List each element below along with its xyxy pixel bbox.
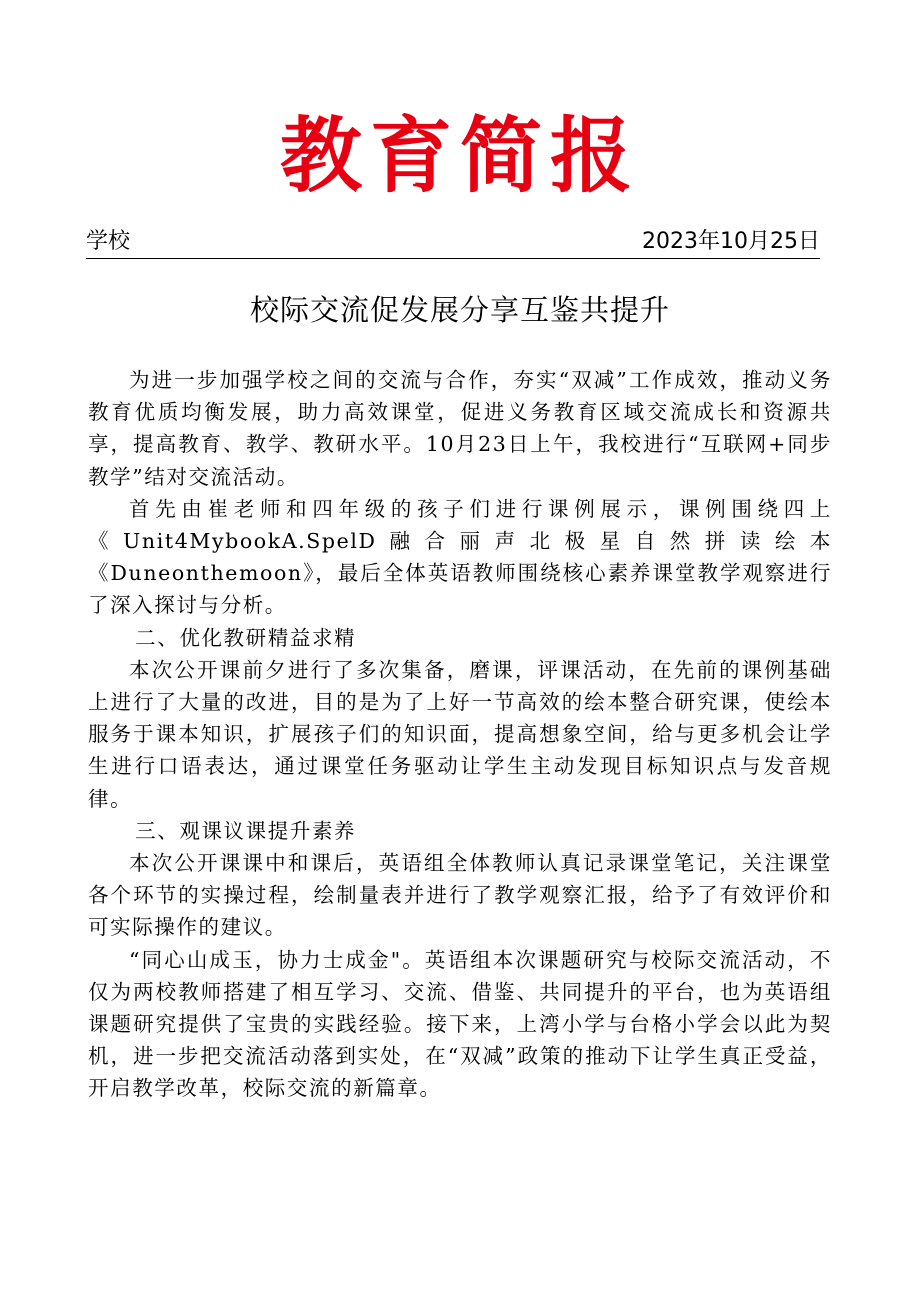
school-label: 学校 <box>86 229 131 254</box>
school-date-line <box>86 226 820 259</box>
paragraph-preparation: 本次公开课前夕进行了多次集备，磨课，评课活动，在先前的课例基础上进行了大量的改进，目的是为了上好一节高效的绘本整合研究课，使绘本服务于课本知识，扩展孩子们的知识面，提高想象空间，给与更多机会让学生进行口语表达，通过课堂任务驱动让学生主动发现目标知识点与发音规律。 <box>88 657 832 811</box>
section-heading-2: 二、优化教研精益求精 <box>135 625 357 650</box>
paragraph-intro: 为进一步加强学校之间的交流与合作，夯实“双减”工作成效，推动义务教育优质均衡发展，助力高效课堂，促进义务教育区域交流成长和资源共享，提高教育、教学、教研水平。10月23日上午，我校进行“互联网+同步教学”结对交流活动。 <box>88 368 832 489</box>
article-title: 校际交流促发展分享互鉴共提升 <box>249 293 670 327</box>
masthead-title: 教育简报 <box>279 108 640 204</box>
section-heading-3: 三、观课议课提升素养 <box>135 818 357 843</box>
paragraph-lesson-demo: 首先由崔老师和四年级的孩子们进行课例展示，课例围绕四上《Unit4MybookA.SpelD融合丽声北极星自然拼读绘本《Duneonthemoon》，最后全体英语教师围绕核心素养课堂教学观察进行了深入探讨与分析。 <box>88 496 832 618</box>
article-body <box>88 364 832 1105</box>
paragraph-conclusion: “同心山成玉，协力士成金"。英语组本次课题研究与校际交流活动，不仅为两校教师搭建了相互学习、交流、借鉴、共同提升的平台，也为英语组课题研究提供了宝贵的实践经验。接下来，上湾小学与台格小学会以此为契机，进一步把交流活动落到实处，在“双减”政策的推动下让学生真正受益，开启教学改革，校际交流的新篇章。 <box>88 947 832 1101</box>
issue-date: 2023年10月25日 <box>642 229 820 254</box>
paragraph-observation: 本次公开课课中和课后，英语组全体教师认真记录课堂笔记，关注课堂各个环节的实操过程，绘制量表并进行了教学观察汇报，给予了有效评价和可实际操作的建议。 <box>88 851 832 940</box>
